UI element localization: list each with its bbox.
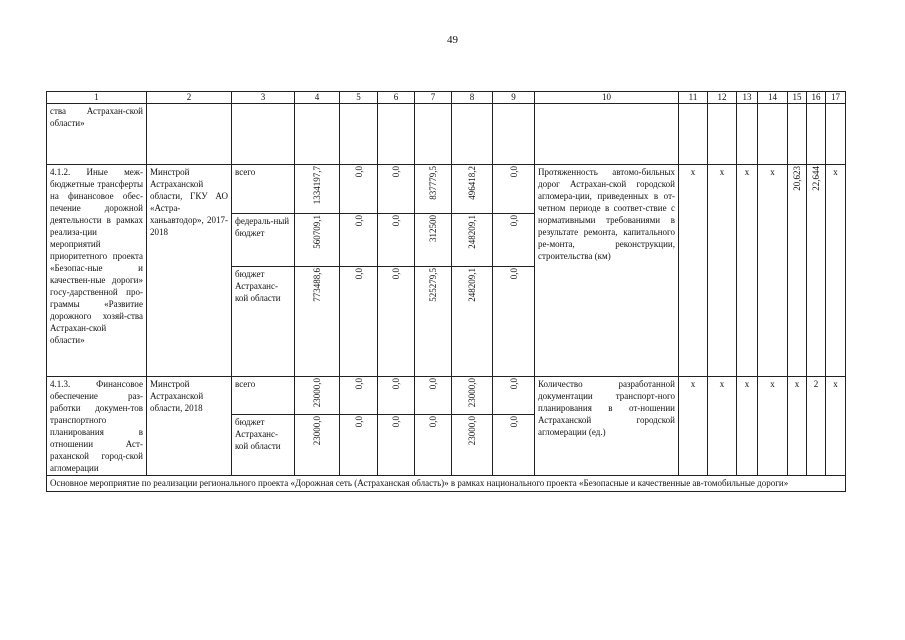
value-cell [378, 267, 415, 377]
value-cell [378, 415, 415, 476]
header-cell: 13 [737, 92, 758, 104]
value-text: 23000,0 [467, 378, 477, 408]
value-cell [452, 267, 493, 377]
empty-cell [378, 104, 415, 165]
indicator-name: Протяженность автомо-бильных дорог Астрахан-ской городской агломера-ции, приведенных в от-четном периоде в соответ-ствие с нормативными требованиями в результате ремонта, капитального ре-монта, реконструкции, строительства (км) [535, 165, 679, 377]
table-row [47, 165, 846, 214]
executor: Минстрой Астраханской области, 2018 [147, 377, 232, 476]
value-text: 0,0 [508, 416, 519, 428]
header-cell: 11 [679, 92, 708, 104]
value-text: 773488,6 [312, 268, 322, 302]
empty-cell [147, 104, 232, 165]
empty-cell [708, 104, 737, 165]
value-cell [340, 415, 378, 476]
value-cell [415, 415, 452, 476]
value-cell [340, 214, 378, 267]
value-cell [493, 415, 535, 476]
empty-cell [535, 104, 679, 165]
value-cell [452, 165, 493, 214]
value-text: 0,0 [428, 378, 438, 390]
value-text: 0,0 [391, 215, 401, 227]
indicator-cell: x [758, 377, 788, 476]
value-text: 0,0 [508, 378, 519, 390]
indicator-name: Количество разработанной документации транспорт-ного планирования в от-ношении Астраханской городской агломерации (ед.) [535, 377, 679, 476]
indicator-cell [807, 165, 826, 377]
empty-cell [758, 104, 788, 165]
empty-cell [826, 104, 846, 165]
value-text: 0,0 [508, 166, 519, 178]
header-cell: 1 [47, 92, 147, 104]
empty-cell [807, 104, 826, 165]
value-text: 0,0 [391, 416, 401, 428]
value-cell [415, 267, 452, 377]
value-cell [415, 214, 452, 267]
header-cell: 14 [758, 92, 788, 104]
value-text: 312500 [428, 215, 438, 242]
value-cell [340, 165, 378, 214]
value-cell [295, 267, 340, 377]
value-cell [340, 377, 378, 415]
indicator-cell: x [679, 165, 708, 377]
value-text: 496418,2 [467, 166, 477, 200]
indicator-cell: x [708, 377, 737, 476]
executor: Минстрой Астраханской области, ГКУ АО «Астра-ханьавтодор», 2017-2018 [147, 165, 232, 377]
value-text: 1334197,7 [312, 166, 322, 205]
header-cell: 4 [295, 92, 340, 104]
empty-cell [493, 104, 535, 165]
indicator-value: 22,644 [811, 166, 821, 191]
budget-table [46, 91, 846, 492]
indicator-cell: x [758, 165, 788, 377]
indicator-cell: 2 [807, 377, 826, 476]
value-text: 0,0 [353, 416, 364, 428]
value-cell [295, 165, 340, 214]
page-number: 49 [447, 34, 458, 46]
header-cell: 6 [378, 92, 415, 104]
empty-cell [679, 104, 708, 165]
value-cell [378, 165, 415, 214]
value-cell [452, 377, 493, 415]
indicator-cell: x [788, 377, 807, 476]
value-text: 0,0 [353, 215, 364, 227]
value-text: 0,0 [353, 268, 364, 280]
indicator-cell [788, 165, 807, 377]
empty-cell [295, 104, 340, 165]
value-cell [493, 267, 535, 377]
value-text: 0,0 [353, 378, 364, 390]
empty-cell [340, 104, 378, 165]
header-cell: 17 [826, 92, 846, 104]
value-cell [378, 214, 415, 267]
funding-source: федераль-ный бюджет [232, 214, 295, 267]
value-cell [452, 415, 493, 476]
header-row [47, 92, 846, 104]
section-title: Основное мероприятие по реализации регионального проекта «Дорожная сеть (Астраханская область)» в рамках национального проекта «Безопасные и качественные ав-томобильные дороги» [47, 476, 846, 492]
header-cell: 12 [708, 92, 737, 104]
indicator-cell: x [737, 165, 758, 377]
value-text: 248209,1 [467, 215, 477, 249]
header-cell: 10 [535, 92, 679, 104]
header-cell: 9 [493, 92, 535, 104]
header-cell: 16 [807, 92, 826, 104]
value-text: 23000,0 [312, 416, 322, 446]
value-cell [295, 415, 340, 476]
value-text: 0,0 [353, 166, 364, 178]
empty-cell [788, 104, 807, 165]
continuation-row [47, 104, 846, 165]
indicator-cell: x [679, 377, 708, 476]
header-cell: 15 [788, 92, 807, 104]
value-text: 0,0 [428, 416, 438, 428]
value-cell [295, 214, 340, 267]
funding-source: бюджет Астраханс-кой области [232, 267, 295, 377]
value-cell [378, 377, 415, 415]
empty-cell [232, 104, 295, 165]
value-cell [493, 165, 535, 214]
funding-source: всего [232, 165, 295, 214]
indicator-value: 20,623 [792, 166, 802, 191]
header-cell: 7 [415, 92, 452, 104]
indicator-cell: x [708, 165, 737, 377]
continuation-text: ства Астрахан-ской области» [47, 104, 147, 165]
measure-name: 4.1.3. Финансовое обеспечение раз-работки докумен-тов транспортного планирования в отношении Аст-раханской город-ской агломерации [47, 377, 147, 476]
value-cell [295, 377, 340, 415]
section-row [47, 476, 846, 492]
funding-source: всего [232, 377, 295, 415]
indicator-cell: x [826, 165, 846, 377]
value-text: 0,0 [508, 268, 519, 280]
value-text: 560709,1 [312, 215, 322, 249]
header-cell: 2 [147, 92, 232, 104]
value-cell [415, 165, 452, 214]
empty-cell [452, 104, 493, 165]
header-cell: 5 [340, 92, 378, 104]
table-row [47, 377, 846, 415]
empty-cell [737, 104, 758, 165]
value-cell [493, 214, 535, 267]
value-text: 837779,5 [428, 166, 438, 200]
value-cell [452, 214, 493, 267]
empty-cell [415, 104, 452, 165]
indicator-cell: x [826, 377, 846, 476]
value-text: 248209,1 [467, 268, 477, 302]
header-cell: 3 [232, 92, 295, 104]
value-text: 23000,0 [467, 416, 477, 446]
value-cell [340, 267, 378, 377]
header-cell: 8 [452, 92, 493, 104]
value-text: 0,0 [391, 378, 401, 390]
value-cell [415, 377, 452, 415]
value-text: 0,0 [391, 268, 401, 280]
value-text: 0,0 [508, 215, 519, 227]
value-text: 23000,0 [312, 378, 322, 408]
value-text: 0,0 [391, 166, 401, 178]
measure-name: 4.1.2. Иные меж-бюджетные трансферты на финансовое обес-печение дорожной деятельности в рамках реализа-ции мероприятий приоритетного проекта «Безопас-ные и качествен-ные дороги» госу-дарственной про-граммы «Развитие дорожного хозяй-ства Астрахан-ской области» [47, 165, 147, 377]
indicator-cell: x [737, 377, 758, 476]
value-text: 525279,5 [428, 268, 438, 302]
funding-source: бюджет Астраханс-кой области [232, 415, 295, 476]
value-cell [493, 377, 535, 415]
